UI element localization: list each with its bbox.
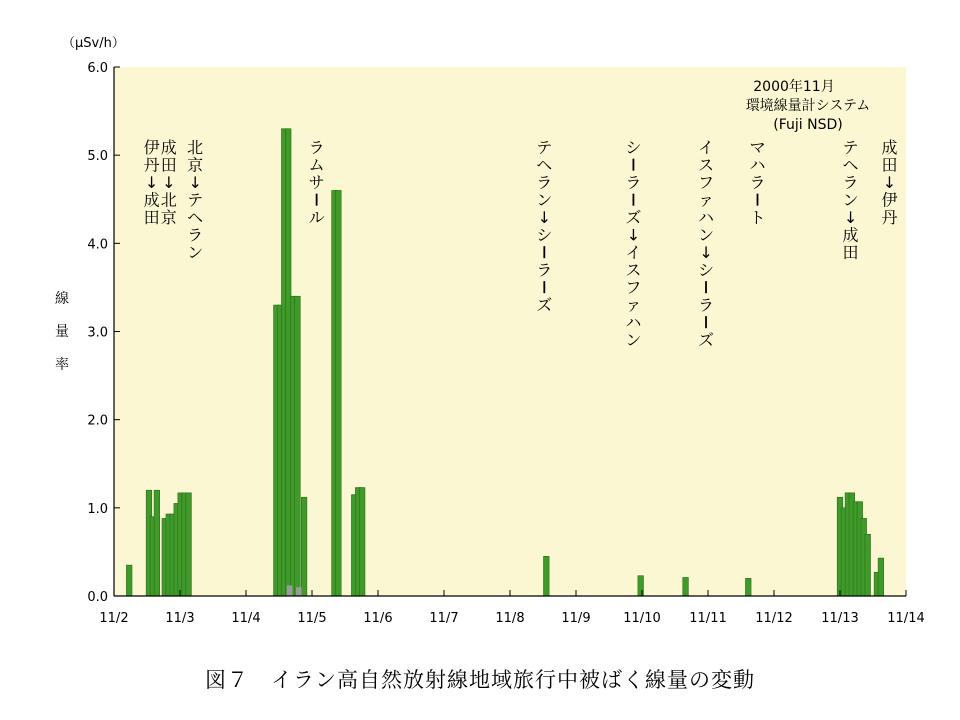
annotation-char: 北 (160, 190, 177, 210)
bar (336, 190, 342, 596)
annotation-char: 伊 (881, 190, 898, 210)
annotation-char: ラ (536, 260, 553, 280)
annotation-char: シ (536, 225, 553, 245)
annotation-char: ス (625, 260, 642, 280)
bar (285, 129, 291, 596)
annotation-char: 成 (160, 137, 177, 157)
bar (683, 577, 689, 596)
y-axis-title-char: 量 (55, 324, 69, 340)
x-tick-label: 11/3 (165, 611, 195, 626)
annotation-char: ス (698, 155, 715, 175)
annotation-char: ↓ (188, 172, 202, 192)
bar (126, 565, 132, 596)
route-annotation (187, 138, 203, 262)
x-tick-label: 11/12 (755, 611, 793, 626)
annotation-char: ム (308, 155, 325, 175)
annotation-char: テ (842, 137, 859, 157)
bar (359, 488, 365, 596)
annotation-char: シ (698, 260, 715, 280)
annotation-char: 成 (881, 137, 898, 157)
x-tick-label: 11/11 (689, 611, 727, 626)
route-annotation (309, 138, 325, 227)
annotation-char: ヘ (842, 155, 859, 175)
annotation-char: 成 (143, 190, 160, 210)
bar (544, 556, 550, 596)
bar (295, 296, 301, 596)
y-axis-unit: （μSv/h） (62, 36, 125, 51)
annotation-char: ァ (625, 295, 642, 315)
route-annotation (749, 138, 765, 227)
annotation-char: ラ (698, 295, 715, 315)
bar (154, 490, 160, 596)
figure-caption: 図７ イラン高自然放射線地域旅行中被ばく線量の変動 (205, 668, 755, 692)
x-tick-label: 11/6 (363, 611, 393, 626)
y-tick-label: 0.0 (87, 590, 108, 605)
bar (745, 578, 751, 596)
annotation-char: ズ (536, 295, 553, 315)
annotation-char: ズ (698, 330, 715, 350)
y-axis-title-char: 線 (55, 291, 69, 307)
annotation-char: ハ (749, 155, 766, 175)
annotation-char: マ (749, 137, 766, 157)
annotation-char: ↓ (882, 172, 897, 192)
annotation-char: ヘ (536, 155, 553, 175)
annotation-char: ↓ (537, 207, 552, 227)
annotation-char: ラ (749, 172, 766, 192)
route-annotation (843, 138, 859, 262)
route-annotation (161, 138, 177, 227)
x-tick-label: 11/2 (99, 611, 129, 626)
annotation-char: 丹 (143, 155, 160, 175)
annotation-char: 田 (881, 155, 898, 175)
x-tick-label: 11/4 (231, 611, 261, 626)
annotation-char: イ (698, 137, 715, 157)
annotation-char: ↓ (144, 172, 159, 192)
annotation-char: 北 (187, 137, 204, 157)
bar (186, 493, 192, 596)
x-tick-label: 11/13 (821, 611, 859, 626)
annotation-char: ↓ (843, 207, 858, 227)
annotation-char: イ (625, 242, 642, 262)
annotation-char: テ (536, 137, 553, 157)
x-tick-label: 11/5 (297, 611, 327, 626)
annotation-char: 丹 (881, 207, 898, 227)
annotation-char: ↓ (162, 172, 176, 192)
annotation-char: ル (308, 207, 325, 227)
annotation-char: サ (308, 172, 325, 192)
y-tick-label: 1.0 (87, 501, 108, 517)
annotation-char: ズ (625, 207, 642, 227)
route-annotation (144, 138, 160, 227)
legend-line: 2000年11月 (753, 79, 835, 95)
annotation-char: ↓ (626, 225, 641, 245)
annotation-char: テ (187, 190, 204, 210)
annotation-char: ラ (842, 172, 859, 192)
x-tick-label: 11/7 (429, 611, 459, 626)
annotation-char: ン (842, 190, 859, 210)
x-tick-label: 11/14 (887, 611, 925, 626)
legend-line: (Fuji NSD) (773, 117, 843, 133)
y-tick-label: 2.0 (87, 413, 108, 429)
annotation-char: 伊 (143, 137, 160, 157)
annotation-char: ↓ (699, 242, 713, 262)
annotation-char: ン (698, 225, 715, 245)
minor-bar (287, 585, 293, 596)
annotation-char: ラ (625, 172, 642, 192)
annotation-char: ラ (308, 137, 325, 157)
bar (638, 576, 644, 596)
y-tick-label: 3.0 (87, 325, 108, 341)
bar (878, 558, 884, 596)
annotation-char: 田 (842, 242, 859, 262)
x-tick-label: 11/8 (495, 611, 525, 626)
annotation-char: ヘ (187, 207, 204, 227)
annotation-char: ン (536, 190, 553, 210)
annotation-char: ン (625, 330, 642, 350)
annotation-char: シ (625, 137, 642, 157)
annotation-char: 京 (160, 207, 177, 227)
minor-bar (296, 587, 302, 596)
y-tick-label: 6.0 (87, 61, 108, 76)
annotation-char: フ (698, 172, 715, 192)
y-tick-label: 4.0 (87, 237, 108, 253)
route-annotation (881, 138, 897, 227)
bar (865, 534, 871, 596)
bar (301, 497, 307, 596)
x-tick-label: 11/9 (561, 611, 591, 626)
annotation-char: ァ (698, 190, 715, 210)
annotation-char: ト (749, 207, 766, 227)
y-tick-label: 5.0 (87, 149, 108, 165)
y-axis-title (55, 291, 69, 373)
annotation-char: ラ (536, 172, 553, 192)
annotation-char: 田 (160, 155, 177, 175)
annotation-char: ラ (187, 225, 204, 245)
annotation-char: ハ (698, 207, 715, 227)
y-axis-title-char: 率 (55, 357, 69, 373)
annotation-char: ハ (625, 312, 642, 332)
annotation-char: ン (187, 242, 204, 262)
legend-line: 環境線量計システム (745, 98, 871, 114)
plot-area (114, 67, 906, 596)
annotation-char: フ (625, 277, 642, 297)
annotation-char: 京 (187, 155, 204, 175)
annotation-char: 田 (143, 207, 160, 227)
x-tick-label: 11/10 (623, 611, 661, 626)
annotation-char: 成 (842, 225, 859, 245)
